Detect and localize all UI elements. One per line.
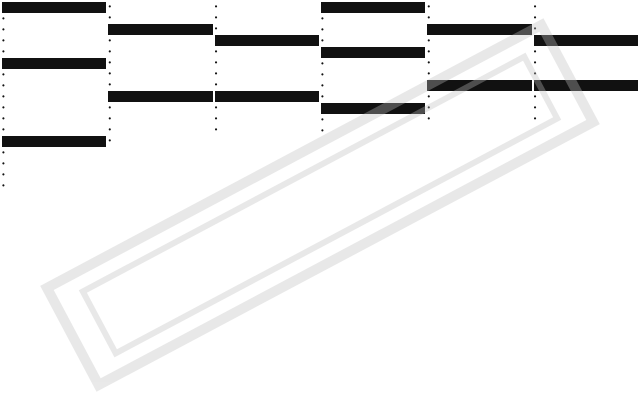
- bullet-icon: •: [533, 2, 537, 11]
- footnote: [4, 384, 636, 402]
- list-item: [321, 115, 425, 125]
- bullet-icon: •: [214, 114, 218, 123]
- bullet-icon: •: [320, 59, 324, 68]
- list-item: [2, 14, 106, 24]
- list-item: [108, 69, 212, 79]
- list-item: [108, 80, 212, 90]
- list-item: [215, 103, 319, 113]
- bullet-icon: •: [108, 80, 112, 89]
- section-header: [2, 2, 106, 13]
- section-header: [534, 35, 638, 46]
- bullet-icon: •: [533, 47, 537, 56]
- bullet-icon: •: [320, 14, 324, 23]
- list-item: [2, 47, 106, 57]
- list-item: [534, 69, 638, 79]
- bullet-icon: •: [108, 114, 112, 123]
- list-item: [2, 114, 106, 124]
- bullet-icon: •: [2, 159, 5, 168]
- section-header: [2, 58, 106, 69]
- list-item: [2, 70, 106, 80]
- bullet-icon: •: [214, 69, 218, 78]
- list-item: [427, 114, 531, 124]
- bullet-icon: •: [2, 81, 5, 90]
- list-item: [534, 92, 638, 102]
- bullet-icon: •: [2, 47, 5, 56]
- bullet-icon: •: [214, 13, 218, 22]
- bullet-icon: •: [427, 103, 431, 112]
- bullet-icon: •: [427, 58, 431, 67]
- list-item: [2, 125, 106, 135]
- bullet-icon: •: [427, 36, 431, 45]
- bullet-icon: •: [214, 2, 218, 11]
- listing-column: [534, 2, 638, 382]
- listing-column: [427, 2, 531, 382]
- bullet-icon: •: [2, 103, 5, 112]
- list-item: [427, 92, 531, 102]
- list-item: [108, 13, 212, 23]
- bullet-icon: •: [320, 115, 324, 124]
- bullet-icon: •: [2, 25, 5, 34]
- list-item: [215, 13, 319, 23]
- bullet-icon: •: [2, 148, 5, 157]
- list-item: [215, 114, 319, 124]
- bullet-icon: •: [427, 2, 431, 11]
- list-item: [2, 181, 106, 191]
- bullet-icon: •: [320, 92, 324, 101]
- list-item: [534, 58, 638, 68]
- bullet-icon: •: [533, 114, 537, 123]
- list-item: [534, 103, 638, 113]
- section-header: [108, 91, 212, 102]
- list-item: [534, 47, 638, 57]
- list-item: [321, 25, 425, 35]
- list-item: [321, 81, 425, 91]
- list-item: [108, 58, 212, 68]
- list-item: [108, 36, 212, 46]
- bullet-icon: •: [108, 47, 112, 56]
- list-item: [427, 58, 531, 68]
- section-header: [427, 24, 531, 35]
- section-header: [215, 35, 319, 46]
- bullet-icon: •: [214, 58, 218, 67]
- list-item: [108, 136, 212, 146]
- list-item: [215, 69, 319, 79]
- bullet-icon: •: [108, 103, 112, 112]
- list-item: [321, 70, 425, 80]
- bullet-icon: •: [108, 13, 112, 22]
- section-header: [321, 103, 425, 114]
- bullet-icon: •: [214, 103, 218, 112]
- bullet-icon: •: [2, 92, 5, 101]
- list-item: [215, 24, 319, 34]
- list-item: [2, 92, 106, 102]
- bullet-icon: •: [108, 136, 112, 145]
- bullet-icon: •: [533, 69, 537, 78]
- bullet-icon: •: [2, 36, 5, 45]
- bullet-icon: •: [320, 36, 324, 45]
- bullet-icon: •: [108, 125, 112, 134]
- bullet-icon: •: [214, 47, 218, 56]
- list-item: [534, 2, 638, 12]
- bullet-icon: •: [320, 70, 324, 79]
- bullet-icon: •: [108, 69, 112, 78]
- bullet-icon: •: [2, 125, 5, 134]
- bullet-icon: •: [2, 181, 5, 190]
- list-item: [321, 36, 425, 46]
- bullet-icon: •: [533, 58, 537, 67]
- bullet-icon: •: [108, 2, 112, 11]
- list-item: [215, 125, 319, 135]
- listing-column: [108, 2, 212, 382]
- list-item: [427, 13, 531, 23]
- list-item: [427, 36, 531, 46]
- section-header: [321, 2, 425, 13]
- list-item: [321, 92, 425, 102]
- list-item: [534, 24, 638, 34]
- list-item: [534, 13, 638, 23]
- list-item: [215, 58, 319, 68]
- bullet-icon: •: [320, 126, 324, 135]
- section-header: [2, 136, 106, 147]
- list-item: [215, 47, 319, 57]
- listing-column: [215, 2, 319, 382]
- list-item: [2, 148, 106, 158]
- list-item: [427, 2, 531, 12]
- bullet-icon: •: [427, 92, 431, 101]
- list-item: [108, 47, 212, 57]
- bullet-icon: •: [108, 36, 112, 45]
- bullet-icon: •: [427, 47, 431, 56]
- bullet-icon: •: [214, 80, 218, 89]
- list-item: [2, 81, 106, 91]
- section-header: [534, 80, 638, 91]
- footnote-line-2: [4, 393, 636, 402]
- list-item: [215, 80, 319, 90]
- listing-column: [321, 2, 425, 382]
- list-item: [427, 47, 531, 57]
- list-item: [427, 103, 531, 113]
- bullet-icon: •: [533, 24, 537, 33]
- list-item: [108, 114, 212, 124]
- bullet-icon: •: [214, 125, 218, 134]
- bullet-icon: •: [533, 103, 537, 112]
- listing-column: [2, 2, 106, 382]
- list-item: [2, 103, 106, 113]
- list-item: [108, 125, 212, 135]
- bullet-icon: •: [2, 14, 5, 23]
- bullet-icon: •: [108, 58, 112, 67]
- list-item: [2, 36, 106, 46]
- bullet-icon: •: [2, 114, 5, 123]
- list-item: [321, 14, 425, 24]
- bullet-icon: •: [533, 92, 537, 101]
- list-item: [108, 103, 212, 113]
- list-item: [321, 126, 425, 136]
- list-item: [215, 2, 319, 12]
- list-item: [2, 25, 106, 35]
- list-item: [2, 170, 106, 180]
- bullet-icon: •: [427, 69, 431, 78]
- list-item: [108, 2, 212, 12]
- section-header: [215, 91, 319, 102]
- bullet-icon: •: [320, 25, 324, 34]
- bullet-icon: •: [533, 13, 537, 22]
- list-item: [321, 59, 425, 69]
- bullet-icon: •: [214, 24, 218, 33]
- bullet-icon: •: [427, 114, 431, 123]
- list-item: [2, 159, 106, 169]
- footnote-line-1: [4, 384, 636, 393]
- list-item: [427, 69, 531, 79]
- section-header: [321, 47, 425, 58]
- bullet-icon: •: [2, 170, 5, 179]
- bullet-icon: •: [2, 70, 5, 79]
- listing-columns: [2, 2, 638, 382]
- list-item: [534, 114, 638, 124]
- section-header: [427, 80, 531, 91]
- bullet-icon: •: [427, 13, 431, 22]
- section-header: [108, 24, 212, 35]
- bullet-icon: •: [320, 81, 324, 90]
